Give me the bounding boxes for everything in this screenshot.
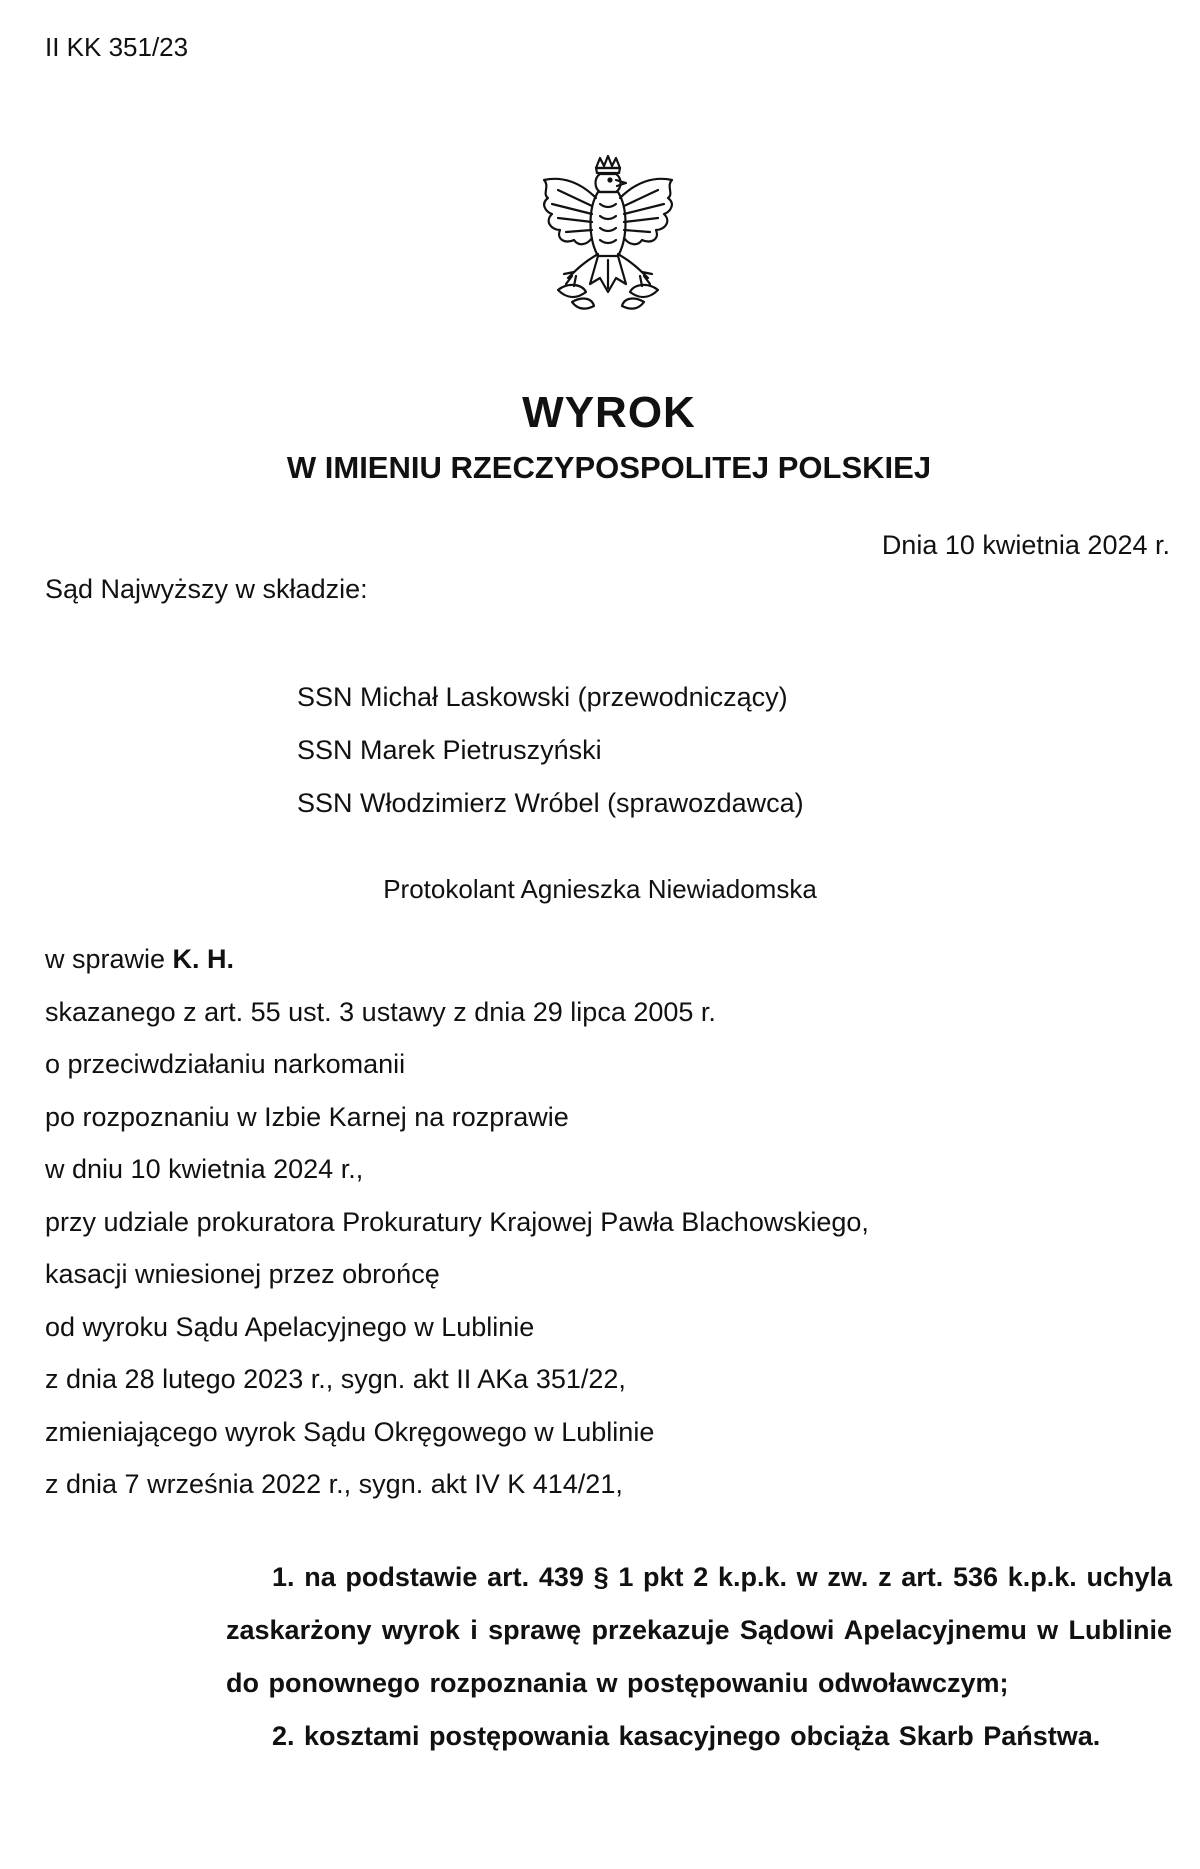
case-reference: II KK 351/23 bbox=[45, 32, 189, 62]
judge-member: SSN Marek Pietruszyński bbox=[297, 735, 602, 765]
court-clerk: Protokolant Agnieszka Niewiadomska bbox=[383, 874, 817, 904]
case-details bbox=[45, 942, 869, 1520]
case-line: o przeciwdziałaniu narkomanii bbox=[45, 1049, 406, 1079]
case-line: kasacji wniesionej przez obrońcę bbox=[45, 1259, 440, 1289]
case-line: zmieniającego wyrok Sądu Okręgowego w Lublinie bbox=[45, 1416, 655, 1447]
judge-presiding: SSN Michał Laskowski (przewodniczący) bbox=[297, 682, 788, 712]
ruling-section bbox=[226, 1551, 1172, 1763]
document-title: WYROK bbox=[522, 388, 696, 437]
polish-eagle-emblem-icon bbox=[528, 152, 688, 320]
judges-list bbox=[297, 680, 804, 839]
ruling-point-2: 2. kosztami postępowania kasacyjnego obciąża Skarb Państwa. bbox=[272, 1721, 1101, 1751]
case-line: z dnia 7 września 2022 r., sygn. akt IV K 414/21, bbox=[45, 1469, 623, 1499]
case-line: z dnia 28 lutego 2023 r., sygn. akt II AKa 351/22, bbox=[45, 1364, 626, 1394]
document-subtitle: W IMIENIU RZECZYPOSPOLITEJ POLSKIEJ bbox=[286, 450, 932, 485]
case-line: od wyroku Sądu Apelacyjnego w Lublinie bbox=[45, 1311, 535, 1342]
case-line: skazanego z art. 55 ust. 3 ustawy z dnia 29 lipca 2005 r. bbox=[45, 996, 716, 1027]
case-intro-prefix: w sprawie bbox=[45, 944, 173, 974]
judgment-date: Dnia 10 kwietnia 2024 r. bbox=[881, 530, 1170, 560]
judge-rapporteur: SSN Włodzimierz Wróbel (sprawozdawca) bbox=[297, 788, 804, 818]
case-line: w dniu 10 kwietnia 2024 r., bbox=[45, 1154, 364, 1184]
court-composition-label: Sąd Najwyższy w składzie: bbox=[45, 574, 368, 604]
case-party-name: K. H. bbox=[172, 944, 235, 974]
ruling-point-1: 1. na podstawie art. 439 § 1 pkt 2 k.p.k. w zw. z art. 536 k.p.k. uchyla zaskarżony wyrok i sprawę przekazuje Sądowi Apelacyjnemu w Lublinie do ponownego rozpoznania w postępowaniu odwoławczym; bbox=[226, 1562, 1172, 1698]
case-line: po rozpoznaniu w Izbie Karnej na rozprawie bbox=[45, 1101, 569, 1132]
case-party-line bbox=[45, 942, 869, 995]
case-line: przy udziale prokuratora Prokuratury Krajowej Pawła Blachowskiego, bbox=[45, 1206, 869, 1237]
